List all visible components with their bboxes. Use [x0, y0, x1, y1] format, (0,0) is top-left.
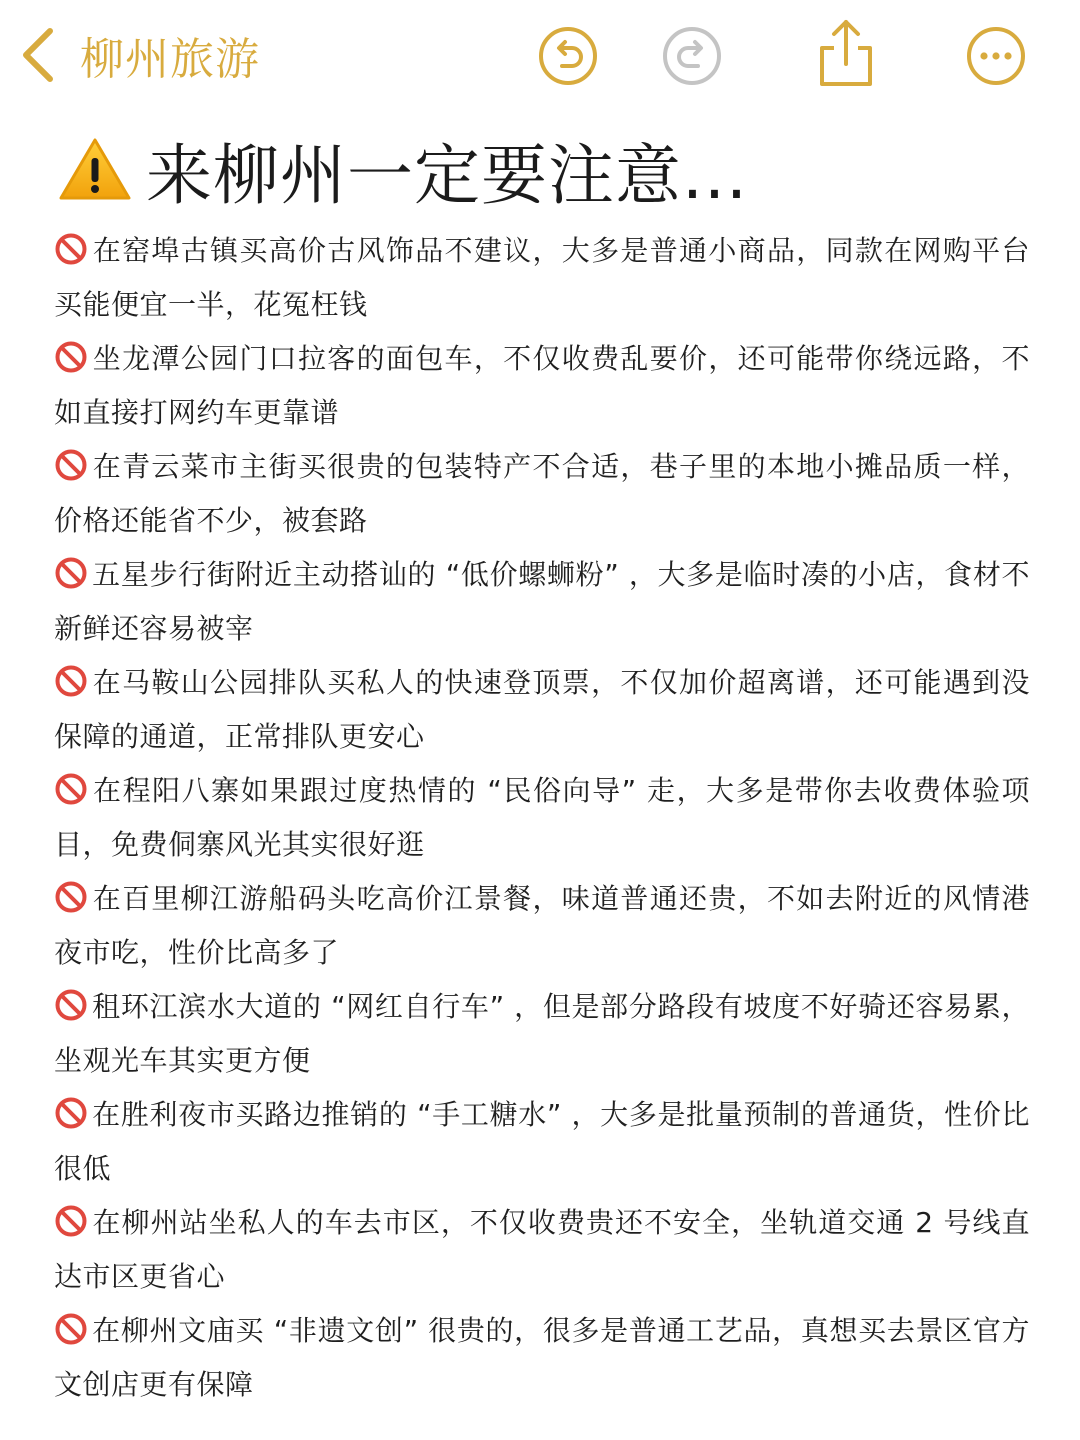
tip-item: [54, 332, 1030, 440]
chevron-left-icon: [18, 25, 58, 85]
tip-item: [54, 980, 1030, 1088]
prohibited-icon: [54, 554, 88, 588]
share-button[interactable]: [814, 18, 878, 88]
tip-item: [54, 224, 1030, 332]
prohibited-icon: [54, 770, 88, 804]
note-title: [58, 124, 748, 214]
back-button[interactable]: [18, 22, 260, 88]
tip-text: 在柳州站坐私人的车去市区，不仅收费贵还不安全，坐轨道交通 2 号线直达市区更省心: [54, 1206, 1030, 1293]
prohibited-icon: [54, 230, 88, 264]
note-title-text: 来柳州一定要注意...: [146, 136, 748, 214]
tip-item: [54, 1304, 1030, 1412]
tip-item: [54, 764, 1030, 872]
tip-text: 在马鞍山公园排队买私人的快速登顶票，不仅加价超离谱，还可能遇到没保障的通道，正常排队更安心: [54, 666, 1030, 753]
warning-icon: [58, 136, 132, 202]
tip-text: 在窑埠古镇买高价古风饰品不建议，大多是普通小商品，同款在网购平台买能便宜一半，花冤枉钱: [54, 234, 1030, 321]
more-icon: [964, 24, 1028, 88]
tip-item: [54, 548, 1030, 656]
prohibited-icon: [54, 446, 88, 480]
prohibited-icon: [54, 1310, 88, 1344]
undo-icon: [536, 24, 600, 88]
note-toolbar: [0, 0, 1080, 110]
back-label: 柳州旅游: [80, 34, 260, 85]
tip-text: 五星步行街附近主动搭讪的 “低价螺蛳粉” ，大多是临时凑的小店，食材不新鲜还容易被宰: [54, 558, 1030, 645]
prohibited-icon: [54, 1202, 88, 1236]
tips-list: [54, 224, 1030, 1412]
redo-icon: [660, 24, 724, 88]
tip-text: 坐龙潭公园门口拉客的面包车，不仅收费乱要价，还可能带你绕远路，不如直接打网约车更靠谱: [54, 342, 1030, 429]
tip-text: 在柳州文庙买 “非遗文创” 很贵的，很多是普通工艺品，真想买去景区官方文创店更有保障: [54, 1314, 1030, 1401]
tip-item: [54, 1196, 1030, 1304]
prohibited-icon: [54, 338, 88, 372]
tip-text: 在胜利夜市买路边推销的 “手工糖水” ，大多是批量预制的普通货，性价比很低: [54, 1098, 1030, 1185]
tip-text: 在程阳八寨如果跟过度热情的 “民俗向导” 走，大多是带你去收费体验项目，免费侗寨风光其实很好逛: [54, 774, 1030, 861]
tip-text: 在百里柳江游船码头吃高价江景餐，味道普通还贵，不如去附近的风情港夜市吃，性价比高多了: [54, 882, 1030, 969]
undo-button[interactable]: [536, 24, 600, 88]
redo-button[interactable]: [660, 24, 724, 88]
prohibited-icon: [54, 878, 88, 912]
prohibited-icon: [54, 986, 88, 1020]
tip-text: 租环江滨水大道的 “网红自行车” ，但是部分路段有坡度不好骑还容易累，坐观光车其实更方便: [54, 990, 1030, 1077]
tip-item: [54, 440, 1030, 548]
prohibited-icon: [54, 1094, 88, 1128]
tip-text: 在青云菜市主街买很贵的包装特产不合适，巷子里的本地小摊品质一样，价格还能省不少，被套路: [54, 450, 1030, 537]
tip-item: [54, 872, 1030, 980]
more-button[interactable]: [964, 24, 1028, 88]
share-icon: [814, 18, 878, 88]
tip-item: [54, 1088, 1030, 1196]
prohibited-icon: [54, 662, 88, 696]
tip-item: [54, 656, 1030, 764]
